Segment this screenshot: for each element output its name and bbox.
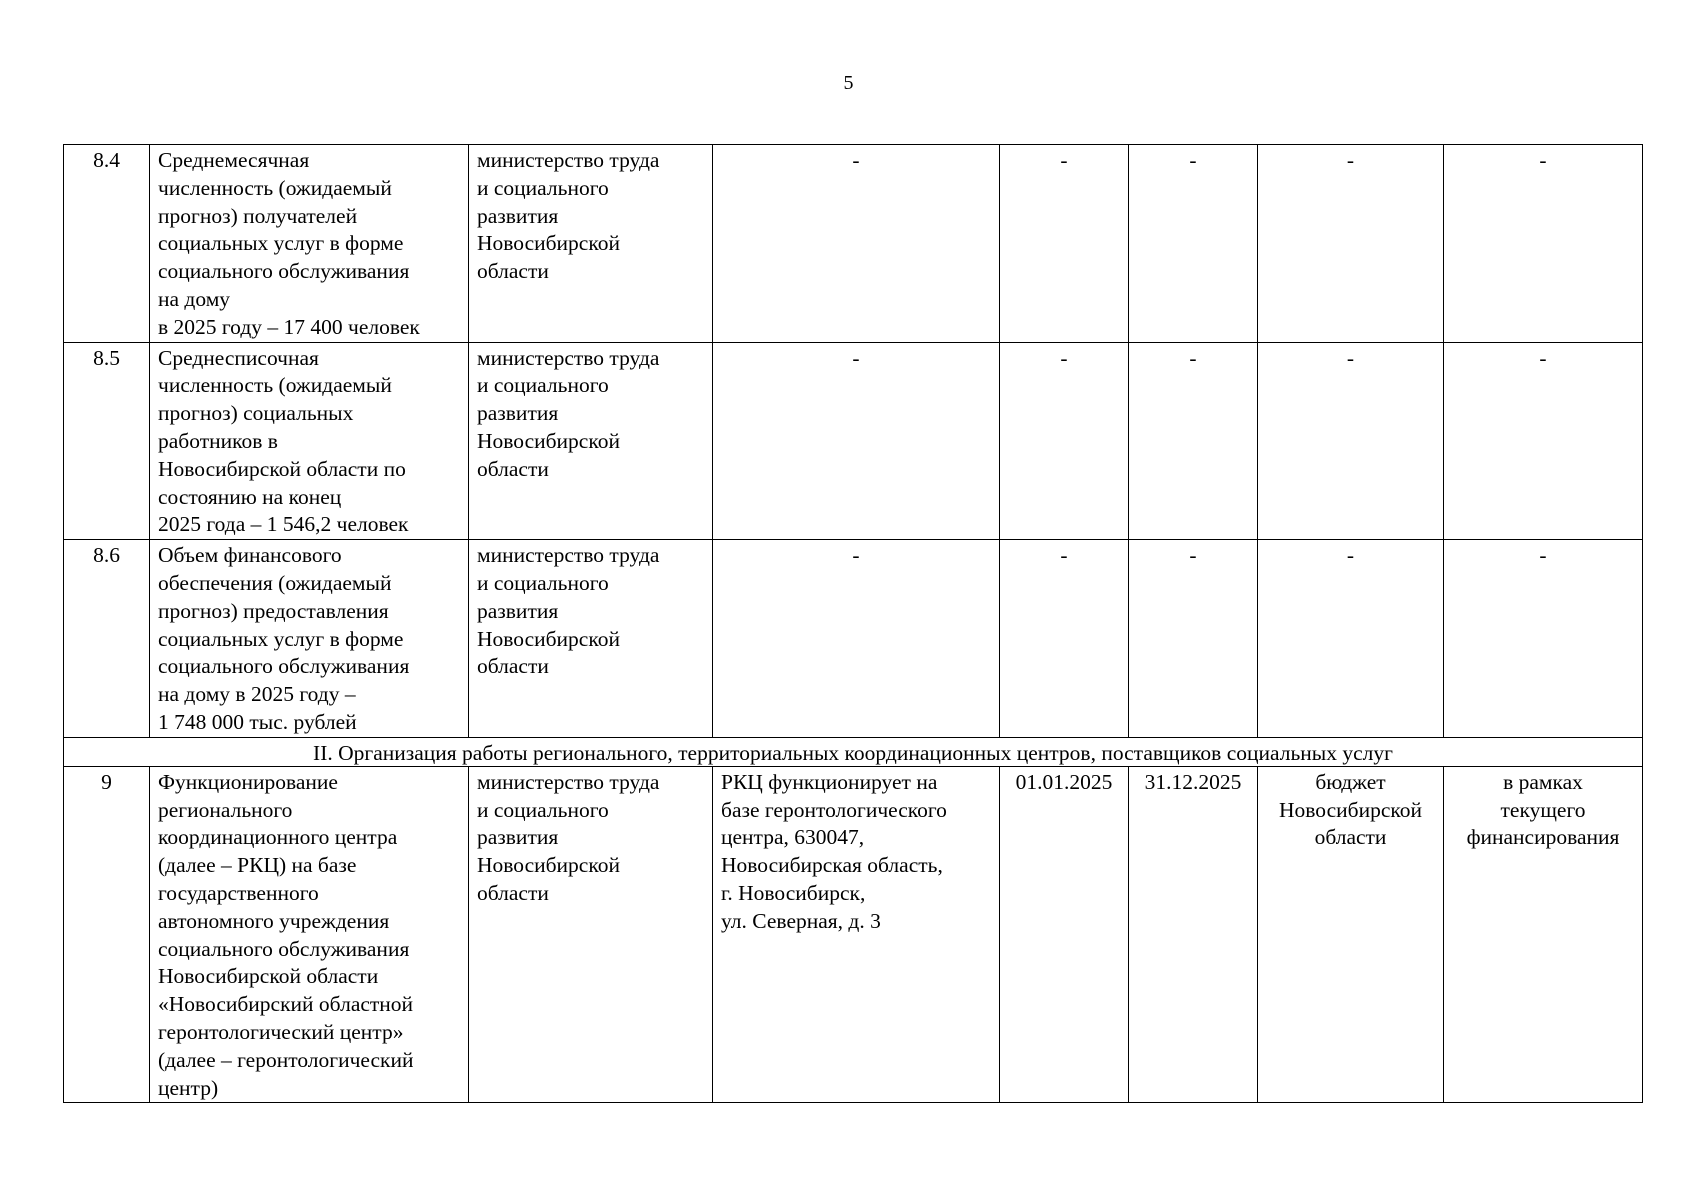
row-funding-amount: - bbox=[1444, 342, 1643, 540]
row-end-date: - bbox=[1129, 145, 1258, 343]
action-plan-table bbox=[63, 144, 1643, 1103]
row-funding-source: - bbox=[1258, 145, 1444, 343]
table-row bbox=[64, 540, 1643, 738]
row-result: РКЦ функционирует на базе геронтологического центра, 630047, Новосибирская область, г. Новосибирск, ул. Северная, д. 3 bbox=[713, 766, 1000, 1103]
row-end-date: - bbox=[1129, 540, 1258, 738]
row-responsible: министерство труда и социального развития Новосибирской области bbox=[469, 540, 713, 738]
row-funding-amount: в рамках текущего финансирования bbox=[1444, 766, 1643, 1103]
row-number: 9 bbox=[64, 766, 150, 1103]
table-row bbox=[64, 145, 1643, 343]
row-result: - bbox=[713, 145, 1000, 343]
row-description: Среднемесячная численность (ожидаемый прогноз) получателей социальных услуг в форме социального обслуживания на дому в 2025 году – 17 400 человек bbox=[150, 145, 469, 343]
row-start-date: - bbox=[1000, 145, 1129, 343]
row-end-date: - bbox=[1129, 342, 1258, 540]
row-start-date: 01.01.2025 bbox=[1000, 766, 1129, 1103]
table-row bbox=[64, 342, 1643, 540]
row-start-date: - bbox=[1000, 540, 1129, 738]
row-description: Объем финансового обеспечения (ожидаемый прогноз) предоставления социальных услуг в форме социального обслуживания на дому в 2025 году – 1 748 000 тыс. рублей bbox=[150, 540, 469, 738]
row-result: - bbox=[713, 342, 1000, 540]
row-funding-source: - bbox=[1258, 540, 1444, 738]
row-number: 8.4 bbox=[64, 145, 150, 343]
section-heading: II. Организация работы регионального, территориальных координационных центров, поставщиков социальных услуг bbox=[64, 737, 1643, 766]
row-result: - bbox=[713, 540, 1000, 738]
row-responsible: министерство труда и социального развития Новосибирской области bbox=[469, 766, 713, 1103]
row-funding-source: - bbox=[1258, 342, 1444, 540]
section-heading-row bbox=[64, 737, 1643, 766]
row-start-date: - bbox=[1000, 342, 1129, 540]
row-end-date: 31.12.2025 bbox=[1129, 766, 1258, 1103]
table-row bbox=[64, 766, 1643, 1103]
row-number: 8.6 bbox=[64, 540, 150, 738]
row-funding-amount: - bbox=[1444, 540, 1643, 738]
page-number: 5 bbox=[843, 72, 854, 94]
row-description: Среднесписочная численность (ожидаемый прогноз) социальных работников в Новосибирской области по состоянию на конец 2025 года – 1 546,2 человек bbox=[150, 342, 469, 540]
row-funding-amount: - bbox=[1444, 145, 1643, 343]
row-responsible: министерство труда и социального развития Новосибирской области bbox=[469, 342, 713, 540]
row-number: 8.5 bbox=[64, 342, 150, 540]
row-funding-source: бюджет Новосибирской области bbox=[1258, 766, 1444, 1103]
row-description: Функционирование регионального координационного центра (далее – РКЦ) на базе государственного автономного учреждения социального обслуживания Новосибирской области «Новосибирский областной геронтологический центр» (далее – геронтологический центр) bbox=[150, 766, 469, 1103]
row-responsible: министерство труда и социального развития Новосибирской области bbox=[469, 145, 713, 343]
